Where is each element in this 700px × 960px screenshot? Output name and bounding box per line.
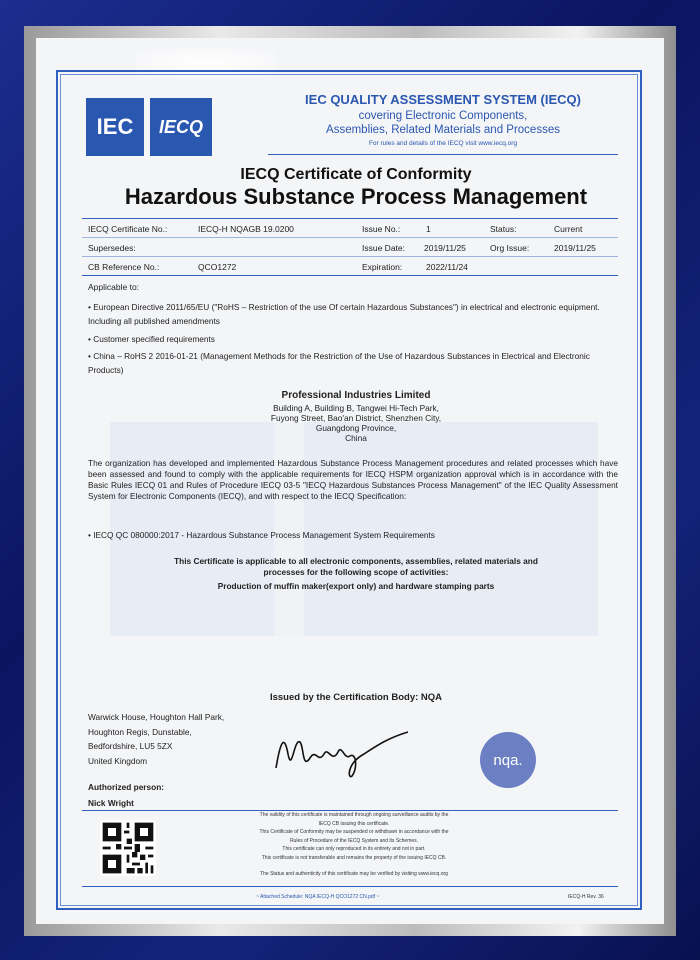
system-subtitle <box>268 109 618 137</box>
signature <box>272 724 412 780</box>
issuer-address-line: United Kingdom <box>88 755 148 766</box>
compliance-statement: The organization has developed and implemented Hazardous Substance Process Management procedures and related processes which have been assessed and found to comply with the applicable requirements for IECQ HSPM organization approval which is in accordance with the Basic Rules IECQ 01 and Rules of Procedure IECQ 03-5 "IECQ Hazardous Substances Process Management" of the IEC Quality Assessment System for Electronic Components (IECQ), and with respect to the IECQ Specification: <box>88 458 618 501</box>
certificate-paper <box>36 38 664 924</box>
nqa-logo-text: nqa. <box>493 751 523 769</box>
issue-no-label: Issue No.: <box>362 224 401 234</box>
table-row-line <box>82 237 618 238</box>
specification-item: • IECQ QC 080000:2017 - Hazardous Substance Process Management System Requirements <box>88 530 435 540</box>
org-issue-value: 2019/11/25 <box>554 243 596 253</box>
applicable-item: • Customer specified requirements <box>88 334 215 344</box>
cb-ref-value: QCO1272 <box>198 262 237 272</box>
system-subtitle-line: Assemblies, Related Materials and Processes <box>326 124 560 136</box>
status-value: Current <box>554 224 583 234</box>
scope-line: processes for the following scope of activities: <box>263 567 449 577</box>
issued-by: Issued by the Certification Body: NQA <box>269 692 443 703</box>
applicable-label: Applicable to: <box>88 282 140 292</box>
issue-date-label: Issue Date: <box>362 243 405 253</box>
supersedes-label: Supersedes: <box>88 243 136 253</box>
applicable-item: • European Directive 2011/65/EU ("RoHS – Restriction of the use Of certain Hazardous Substances") in electrical and electronic equipment. Including all published amendments <box>88 302 600 326</box>
scope-line: This Certificate is applicable to all electronic components, assemblies, related materials and <box>174 556 538 566</box>
applicable-item-text: China – RoHS 2 2016-01-21 (Management Methods for the Restriction of the Use of Hazardous Substances in Electrical and Electronic Products) <box>88 351 590 375</box>
system-subtitle-line: covering Electronic Components, <box>358 110 528 122</box>
fine-print-line: This Certificate of Conformity may be suspended or withdrawn in accordance with the <box>259 829 449 835</box>
applicable-item: • China – RoHS 2 2016-01-21 (Management Methods for the Restriction of the Use of Hazardous Substances in Electrical and Electronic Products) <box>88 351 590 375</box>
issuer-address-line: Houghton Regis, Dunstable, <box>88 726 192 737</box>
fine-print <box>184 811 524 862</box>
footer-line <box>82 886 618 887</box>
iec-logo <box>86 98 144 156</box>
table-top-line <box>82 218 618 219</box>
table-bottom-line <box>82 275 618 276</box>
issuer-address-line: Warwick House, Houghton Hall Park, <box>88 712 225 722</box>
fine-print-line: This certificate can only reproduced in its entirety and not in part. <box>282 846 426 852</box>
issue-date-value: 2019/11/25 <box>424 243 466 253</box>
organization-address-line: China <box>345 433 367 443</box>
cb-ref-label: CB Reference No.: <box>88 262 160 272</box>
table-row-line <box>82 256 618 257</box>
authorized-name: Nick Wright <box>88 798 134 808</box>
organization-address-line: Guangdong Province, <box>315 423 397 433</box>
cert-no-value: IECQ-H NQAGB 19.0200 <box>198 224 294 234</box>
expiration-label: Expiration: <box>362 262 403 272</box>
certificate-title: IECQ Certificate of Conformity <box>240 166 472 183</box>
issuer-address <box>88 710 224 768</box>
specification-item-text: IECQ QC 080000:2017 - Hazardous Substance Process Management System Requirements <box>93 530 435 540</box>
expiration-value: 2022/11/24 <box>426 262 468 272</box>
cert-no-label: IECQ Certificate No.: <box>88 224 168 234</box>
qr-code <box>100 820 156 876</box>
fine-print-line: This certificate is not transferable and remains the property of the issuing IECQ CB. <box>261 854 447 861</box>
attached-schedule: ~ Attached Schedule: NQA IECQ-H QCO1272 CN.pdf ~ <box>256 894 380 900</box>
organization-address-line: Fuyong Street, Bao'an District, Shenzhen City, <box>270 413 442 423</box>
iec-logo-text: IEC <box>96 114 134 139</box>
certificate-subject: Hazardous Substance Process Management <box>124 184 588 209</box>
status-label: Status: <box>490 224 517 234</box>
fine-print-line: The validity of this certificate is maintained through ongoing surveillance audits by the <box>259 812 449 818</box>
nqa-logo <box>480 732 536 788</box>
authorized-label: Authorized person: <box>88 782 165 792</box>
iecq-logo-text: IECQ <box>158 116 203 137</box>
scope-activities: Production of muffin maker(export only) and hardware stamping parts <box>217 581 495 591</box>
issuer-address-line: Bedfordshire, LU5 5ZX <box>88 741 173 751</box>
form-revision: IECQ-H Rev. 36 <box>568 894 604 900</box>
rules-line: For rules and details of the IECQ visit www.iecq.org <box>368 140 518 147</box>
fine-print-line: IECQ CB issuing this certificate. <box>318 820 390 827</box>
header-divider <box>268 154 618 155</box>
issue-no-value: 1 <box>426 224 431 234</box>
applicable-item-text: Customer specified requirements <box>93 334 215 344</box>
fine-print-line: Rules of Procedure of the IECQ System and its Schemes. <box>289 837 419 844</box>
organization-address <box>76 403 636 443</box>
iecq-logo <box>150 98 212 156</box>
system-title: IEC QUALITY ASSESSMENT SYSTEM (IECQ) <box>305 92 581 107</box>
organization-name: Professional Industries Limited <box>281 390 431 401</box>
applicable-item-text: European Directive 2011/65/EU ("RoHS – Restriction of the use Of certain Hazardous Substances") in electrical and electronic equipment. Including all published amendments <box>88 302 600 326</box>
org-issue-label: Org Issue: <box>490 243 530 253</box>
fine-print-verify: The Status and authenticity of this certificate may be verified by visiting www.iecq.org <box>260 871 448 877</box>
scope-statement <box>76 556 636 578</box>
organization-address-line: Building A, Building B, Tangwei Hi-Tech Park, <box>273 403 439 413</box>
